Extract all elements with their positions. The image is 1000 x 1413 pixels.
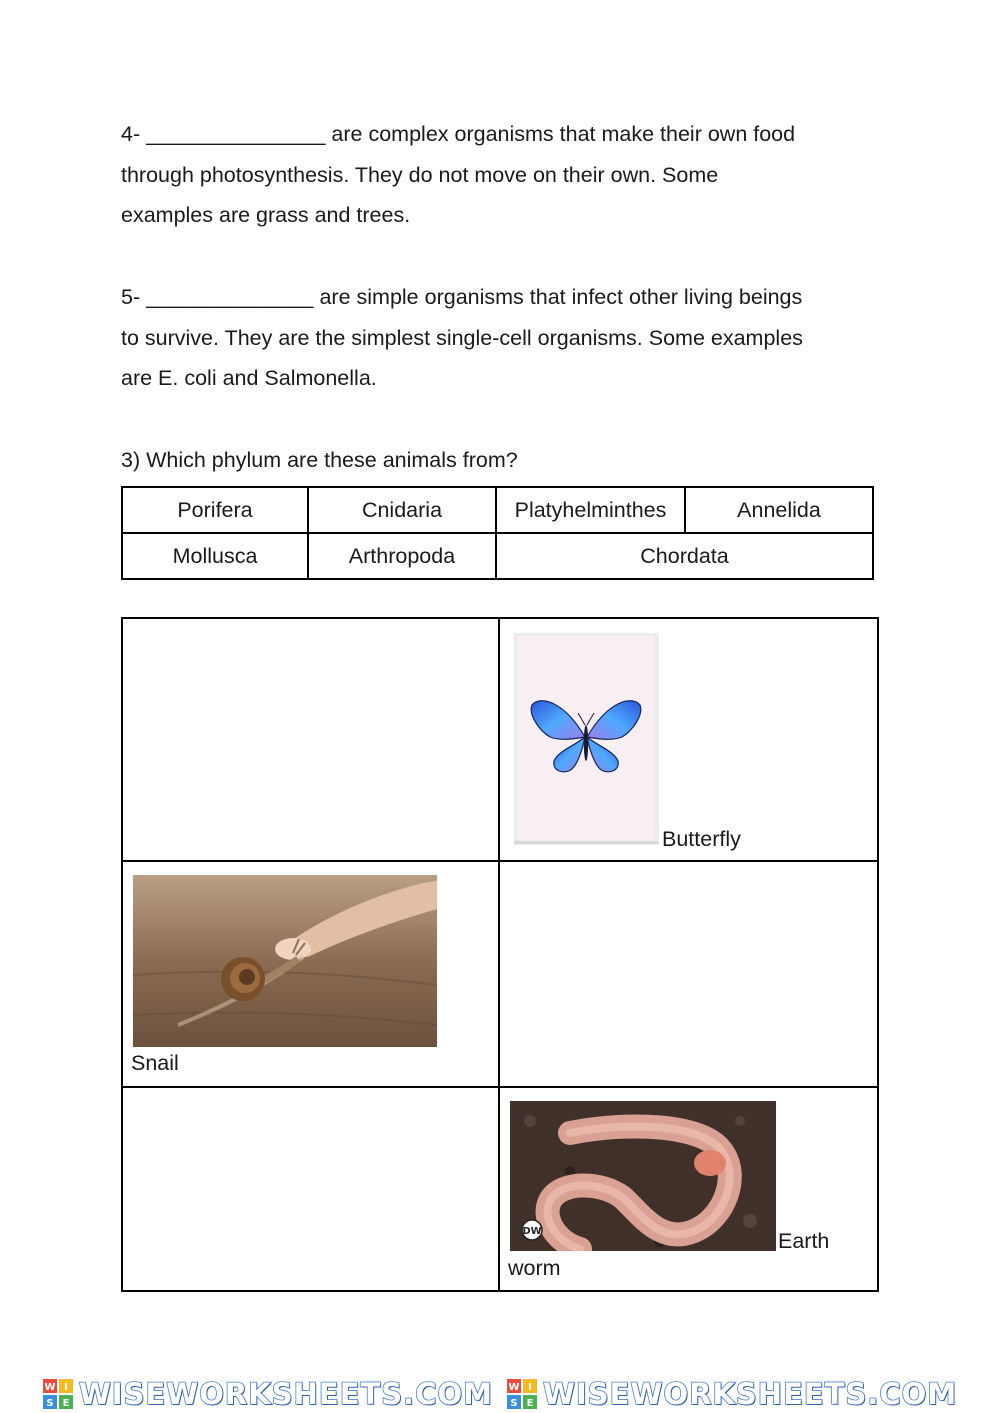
badge-letter: W (508, 1381, 520, 1393)
phyla-table (121, 486, 874, 580)
logo-badge-icon (507, 1379, 537, 1409)
snail-label: Snail (131, 1051, 179, 1075)
question-4 (121, 114, 881, 236)
earthworm-cell (499, 1087, 878, 1291)
answer-cell[interactable] (122, 618, 499, 861)
badge-letter: E (62, 1397, 70, 1409)
question-4-line: 4- _______________ are complex organisms that make their own food (121, 122, 796, 146)
badge-letter: I (63, 1381, 68, 1393)
question-4-line: examples are grass and trees. (121, 203, 411, 227)
phylum-cell: Cnidaria (308, 487, 496, 533)
badge-letter: S (510, 1397, 518, 1409)
earthworm-image (510, 1101, 776, 1251)
butterfly-cell (499, 618, 878, 861)
logo-text: WISEWORKSHEETS.COM (543, 1376, 958, 1411)
wiseworksheets-logo (507, 1377, 957, 1411)
phylum-cell: Porifera (122, 487, 308, 533)
butterfly-image (514, 633, 659, 847)
badge-letter: S (46, 1397, 54, 1409)
animals-table (121, 617, 879, 1292)
badge-letter: E (526, 1397, 534, 1409)
section-3-title: 3) Which phylum are these animals from? (121, 448, 518, 472)
logo-badge-icon (43, 1379, 73, 1409)
butterfly-label: Butterfly (662, 827, 741, 851)
table-row (122, 618, 878, 861)
wiseworksheets-logo (43, 1377, 493, 1411)
table-row (122, 861, 878, 1087)
answer-cell[interactable] (122, 1087, 499, 1291)
answer-cell[interactable] (499, 861, 878, 1087)
question-5-line: are E. coli and Salmonella. (121, 366, 377, 390)
phyla-row (122, 533, 873, 579)
phylum-cell: Chordata (496, 533, 873, 579)
earthworm-label-2: worm (508, 1256, 561, 1280)
phyla-row (122, 487, 873, 533)
phylum-cell: Arthropoda (308, 533, 496, 579)
dw-logo-text: DW (522, 1226, 542, 1237)
logo-text: WISEWORKSHEETS.COM (78, 1376, 493, 1411)
snail-image (133, 875, 437, 1047)
badge-letter: W (44, 1381, 56, 1393)
table-row (122, 1087, 878, 1291)
footer-watermark (0, 1374, 1000, 1413)
phylum-cell: Mollusca (122, 533, 308, 579)
question-5 (121, 277, 881, 399)
phylum-cell: Annelida (685, 487, 873, 533)
earthworm-label-1: Earth (778, 1229, 830, 1253)
question-5-line: to survive. They are the simplest single-cell organisms. Some examples (121, 325, 803, 350)
phylum-cell: Platyhelminthes (496, 487, 685, 533)
question-4-line: through photosynthesis. They do not move on their own. Some (121, 162, 719, 187)
question-5-line: 5- ______________ are simple organisms that infect other living beings (121, 285, 803, 309)
badge-letter: I (528, 1381, 532, 1393)
snail-cell (122, 861, 499, 1087)
